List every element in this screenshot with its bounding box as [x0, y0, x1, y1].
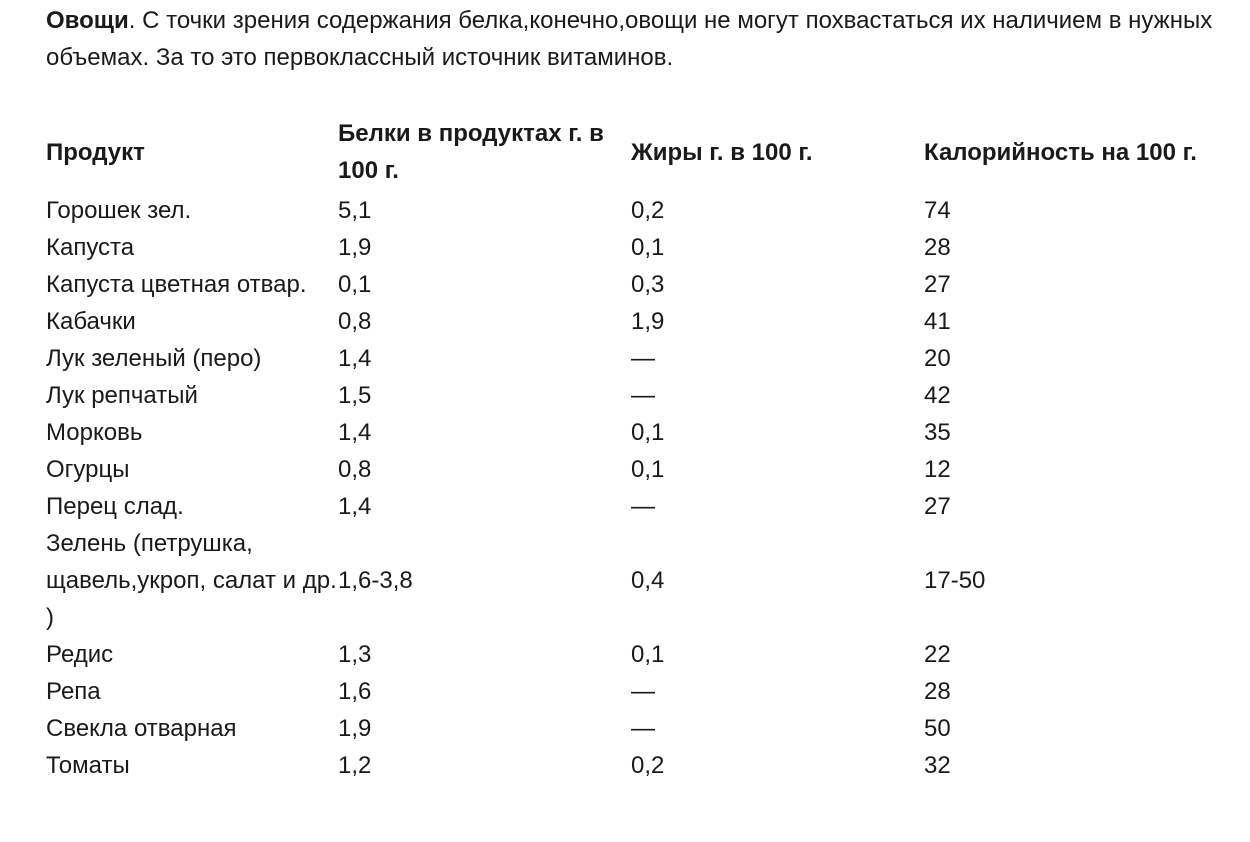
- table-row: [46, 673, 1226, 710]
- header-fat: Жиры г. в 100 г.: [631, 138, 813, 166]
- cell-calories: 32: [924, 752, 951, 779]
- cell-calories: 17-50: [924, 567, 986, 594]
- cell-product: Огурцы: [46, 456, 130, 483]
- table-row: [46, 229, 1226, 266]
- cell-protein: 1,9: [338, 715, 372, 742]
- cell-protein: 5,1: [338, 197, 372, 224]
- cell-calories: 12: [924, 456, 951, 483]
- table-row: [46, 340, 1226, 377]
- cell-product: Морковь: [46, 419, 143, 446]
- cell-product: Репа: [46, 678, 101, 705]
- cell-product: Лук зеленый (перо): [46, 345, 262, 372]
- cell-protein: 1,9: [338, 234, 372, 261]
- cell-protein: 0,8: [338, 456, 372, 483]
- header-protein: Белки в продуктах г. в 100 г.: [338, 120, 604, 184]
- header-product: Продукт: [46, 138, 145, 166]
- cell-fat: —: [631, 345, 655, 372]
- cell-calories: 42: [924, 382, 951, 409]
- cell-fat: 0,3: [631, 271, 665, 298]
- cell-fat: 0,2: [631, 752, 665, 779]
- header-calories: Калорийность на 100 г.: [924, 138, 1197, 166]
- cell-product: Капуста цветная отвар.: [46, 271, 307, 298]
- cell-calories: 41: [924, 308, 951, 335]
- cell-protein: 1,6: [338, 678, 372, 705]
- cell-product: Томаты: [46, 752, 130, 779]
- cell-protein: 1,6-3,8: [338, 567, 413, 594]
- cell-calories: 22: [924, 641, 951, 668]
- table-row: [46, 266, 1226, 303]
- table-row: [46, 525, 1226, 636]
- cell-product: Зелень (петрушка, щавель,укроп, салат и др. ): [46, 530, 337, 631]
- header-row: [46, 112, 1226, 192]
- cell-protein: 1,3: [338, 641, 372, 668]
- table-row: [46, 303, 1226, 340]
- cell-fat: 0,4: [631, 567, 665, 594]
- cell-protein: 1,5: [338, 382, 372, 409]
- cell-fat: 0,1: [631, 456, 665, 483]
- intro-text: . С точки зрения содержания белка,конечно,овощи не могут похвастаться их наличием в нужных объемах. За то это первоклассный источник витаминов.: [46, 7, 1213, 71]
- cell-calories: 27: [924, 271, 951, 298]
- table-row: [46, 636, 1226, 673]
- cell-fat: 1,9: [631, 308, 665, 335]
- cell-fat: —: [631, 382, 655, 409]
- cell-protein: 1,2: [338, 752, 372, 779]
- vegetables-table: [46, 112, 1226, 784]
- cell-fat: —: [631, 493, 655, 520]
- cell-calories: 27: [924, 493, 951, 520]
- table-row: [46, 710, 1226, 747]
- cell-product: Свекла отварная: [46, 715, 237, 742]
- table-row: [46, 192, 1226, 229]
- cell-protein: 0,8: [338, 308, 372, 335]
- cell-calories: 28: [924, 234, 951, 261]
- cell-fat: 0,1: [631, 234, 665, 261]
- cell-calories: 50: [924, 715, 951, 742]
- table-row: [46, 747, 1226, 784]
- intro-heading: Овощи: [46, 7, 129, 34]
- cell-protein: 1,4: [338, 493, 372, 520]
- intro-paragraph: [46, 2, 1226, 76]
- cell-calories: 74: [924, 197, 951, 224]
- table-body: [46, 192, 1226, 784]
- cell-fat: 0,1: [631, 419, 665, 446]
- cell-calories: 28: [924, 678, 951, 705]
- cell-calories: 35: [924, 419, 951, 446]
- cell-product: Редис: [46, 641, 114, 668]
- cell-protein: 1,4: [338, 345, 372, 372]
- cell-calories: 20: [924, 345, 951, 372]
- cell-protein: 0,1: [338, 271, 372, 298]
- cell-product: Горошек зел.: [46, 197, 192, 224]
- cell-fat: 0,2: [631, 197, 665, 224]
- cell-protein: 1,4: [338, 419, 372, 446]
- cell-fat: —: [631, 678, 655, 705]
- cell-fat: —: [631, 715, 655, 742]
- cell-product: Кабачки: [46, 308, 136, 335]
- table-row: [46, 451, 1226, 488]
- cell-product: Перец слад.: [46, 493, 184, 520]
- cell-product: Капуста: [46, 234, 135, 261]
- cell-fat: 0,1: [631, 641, 665, 668]
- table-row: [46, 377, 1226, 414]
- cell-product: Лук репчатый: [46, 382, 198, 409]
- table-row: [46, 414, 1226, 451]
- table-row: [46, 488, 1226, 525]
